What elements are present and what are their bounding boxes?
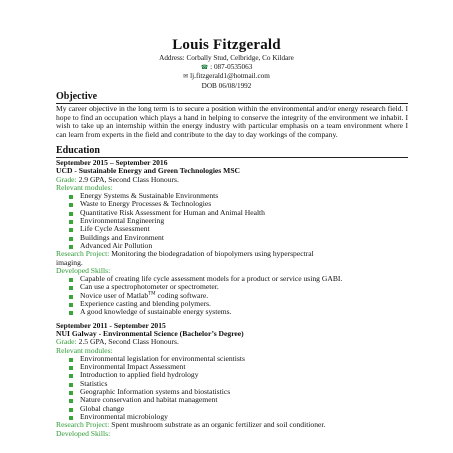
bullet-icon bbox=[69, 195, 73, 199]
project-text: Monitoring the biodegradation of biopolymers using hyperspectral bbox=[109, 249, 314, 259]
bullet-icon bbox=[69, 245, 73, 249]
list-item: Environmental microbiology bbox=[56, 413, 408, 421]
entry1-skills-list bbox=[56, 275, 408, 316]
list-item: Geographic Information systems and biostatistics bbox=[56, 388, 408, 396]
address-line: Address: Corbally Stud, Celbridge, Co Kildare bbox=[159, 54, 294, 62]
bullet-icon bbox=[69, 212, 73, 216]
entry1-skills-label: Developed Skills: bbox=[56, 265, 111, 275]
objective-text: My career objective in the long term is to secure a position within the environmental and/or energy research field. I hope to find an occupation which plays a hand in helping to conserve the integrity of the environment we inhabit. I wish to take up an internship within the energy industry with particular emphasis on a team environment where I can learn from experts in the field and contribute to the day to day workings of the company. bbox=[56, 104, 408, 139]
bullet-icon bbox=[69, 237, 73, 241]
grade-label: Grade: bbox=[56, 174, 77, 184]
list-item: Statistics bbox=[56, 380, 408, 388]
bullet-icon bbox=[69, 358, 73, 362]
objective-heading: Objective bbox=[56, 91, 98, 102]
grade-value: 2.9 GPA, Second Class Honours. bbox=[76, 174, 179, 184]
entry2-school: NUI Galway - Environmental Science (Bachelor’s Degree) bbox=[56, 328, 244, 338]
entry1-school: UCD - Sustainable Energy and Green Technologies MSC bbox=[56, 166, 241, 176]
list-item: Nature conservation and habitat management bbox=[56, 396, 408, 404]
bullet-icon bbox=[69, 295, 73, 299]
list-item: Environmental Engineering bbox=[56, 217, 408, 225]
bullet-icon bbox=[69, 374, 73, 378]
list-item: Quantitative Risk Assessment for Human and Animal Health bbox=[56, 209, 408, 217]
phone-number: : 087-0535063 bbox=[210, 62, 253, 71]
list-item: Environmental legislation for environmental scientists bbox=[56, 355, 408, 363]
list-item: Life Cycle Assessment bbox=[56, 225, 408, 233]
list-item: A good knowledge of sustainable energy systems. bbox=[56, 308, 408, 316]
entry2-modules-list bbox=[56, 355, 408, 421]
list-item: Experience casting and blending polymers. bbox=[56, 300, 408, 308]
entry1-modules-label: Relevant modules: bbox=[56, 182, 113, 192]
bullet-icon bbox=[69, 228, 73, 232]
list-item: Environmental Impact Assessment bbox=[56, 363, 408, 371]
entry1-project-cont: imaging. bbox=[56, 257, 83, 267]
bullet-icon bbox=[69, 399, 73, 403]
phone-icon: ☎ bbox=[200, 64, 209, 71]
bullet-icon bbox=[69, 311, 73, 315]
project-text: Spent mushroom substrate as an organic fertilizer and soil conditioner. bbox=[109, 420, 326, 430]
project-label: Research Project: bbox=[56, 420, 110, 430]
email-address[interactable]: lj.fitzgerald1@hotmail.com bbox=[190, 72, 270, 81]
project-label: Research Project: bbox=[56, 249, 110, 259]
dob-line: DOB 06/08/1992 bbox=[201, 81, 252, 90]
education-heading: Education bbox=[56, 145, 100, 156]
bullet-icon bbox=[69, 203, 73, 207]
list-item: Introduction to applied field hydrology bbox=[56, 371, 408, 379]
bullet-icon bbox=[69, 366, 73, 370]
list-item: Buildings and Environment bbox=[56, 234, 408, 242]
objective-section bbox=[56, 91, 408, 139]
list-item: Waste to Energy Processes & Technologies bbox=[56, 200, 408, 208]
bullet-icon bbox=[69, 278, 73, 282]
entry1-project bbox=[56, 250, 408, 258]
applicant-name: Louis Fitzgerald bbox=[172, 37, 281, 53]
envelope-icon: ✉ bbox=[183, 74, 189, 81]
bullet-icon bbox=[69, 303, 73, 307]
entry1-modules-list bbox=[56, 192, 408, 250]
list-item: Energy Systems & Sustainable Environments bbox=[56, 192, 408, 200]
bullet-icon bbox=[69, 408, 73, 412]
bullet-icon bbox=[69, 391, 73, 395]
bullet-icon bbox=[69, 286, 73, 290]
education-section bbox=[56, 145, 408, 438]
list-item: Global change bbox=[56, 405, 408, 413]
list-item: Can use a spectrophotometer or spectrometer. bbox=[56, 283, 408, 291]
email-line bbox=[0, 72, 453, 82]
list-item: Capable of creating life cycle assessment models for a product or service using GABI. bbox=[56, 275, 408, 283]
grade-value: 2.5 GPA, Second Class Honours. bbox=[76, 337, 179, 347]
resume-header bbox=[0, 37, 453, 90]
entry2-dates: September 2011 - September 2015 bbox=[56, 320, 166, 330]
entry2-skills-label: Developed Skills: bbox=[56, 428, 111, 438]
bullet-icon bbox=[69, 383, 73, 387]
phone-line bbox=[0, 63, 453, 73]
list-item: Advanced Air Pollution bbox=[56, 242, 408, 250]
bullet-icon bbox=[69, 416, 73, 420]
list-item: Novice user of Matlab™ coding software. bbox=[56, 292, 408, 300]
entry2-modules-label: Relevant modules: bbox=[56, 345, 113, 355]
trademark-mark: TM bbox=[148, 291, 156, 297]
bullet-icon bbox=[69, 220, 73, 224]
grade-label: Grade: bbox=[56, 337, 77, 347]
entry1-dates: September 2015 – September 2016 bbox=[56, 158, 168, 167]
